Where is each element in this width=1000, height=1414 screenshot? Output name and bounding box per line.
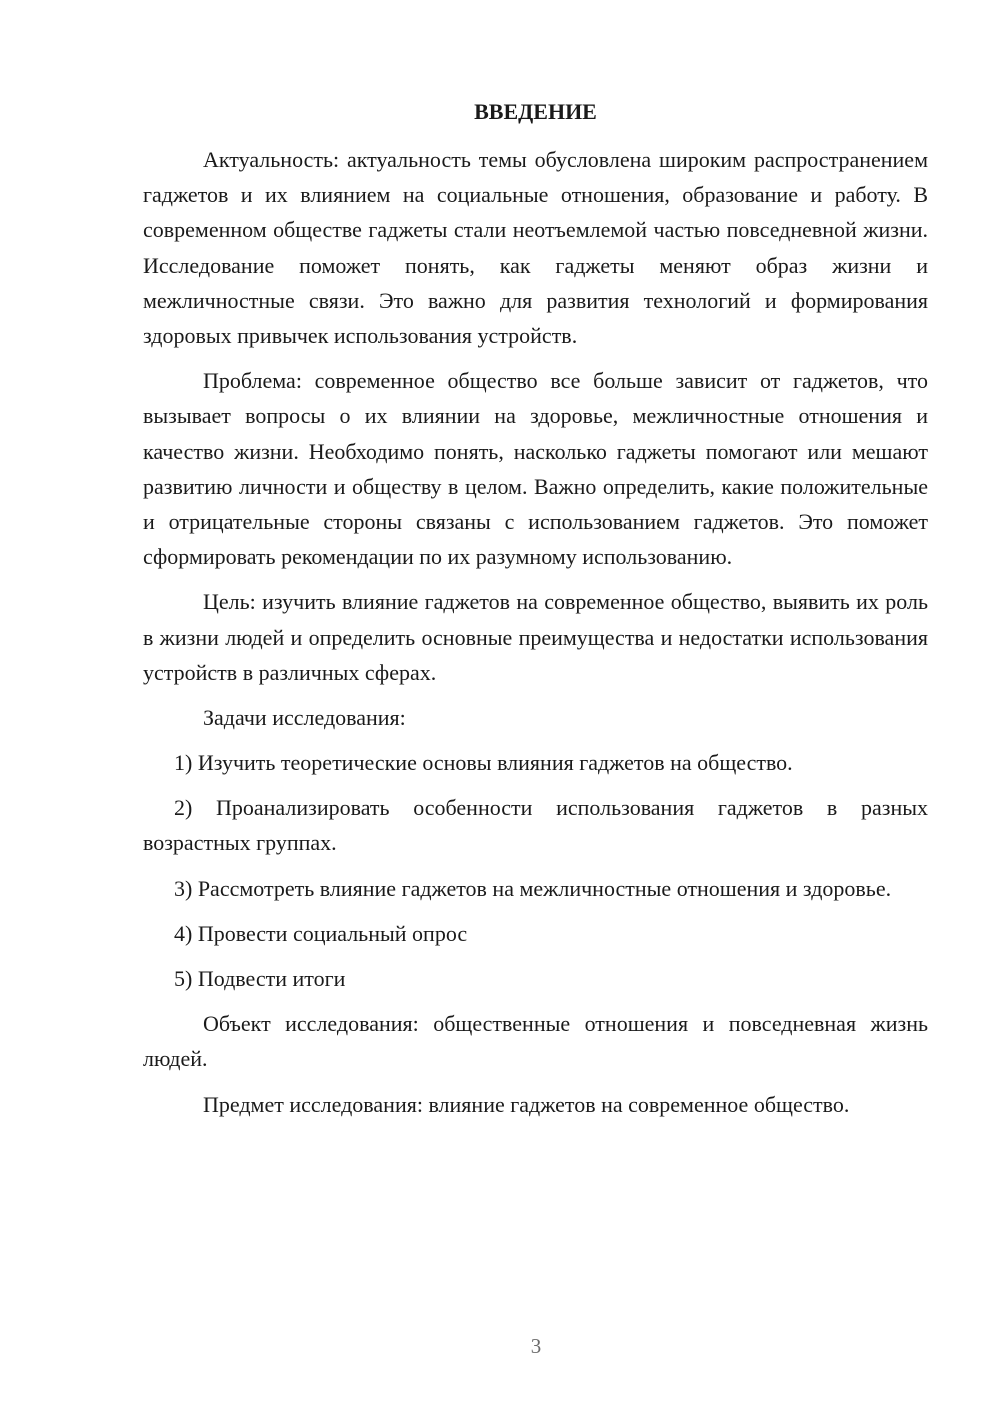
paragraph-relevance: Актуальность: актуальность темы обусловлена широким распространением гаджетов и их влиянием на социальные отношения, образование и работу. В современном обществе гаджеты стали неотъемлемой частью повседневной жизни. Исследование поможет понять, как гаджеты меняют образ жизни и межличностные связи. Это важно для развития технологий и формирования здоровых привычек использования устройств.: [143, 147, 928, 349]
section-title: ВВЕДЕНИЕ: [474, 99, 597, 124]
task-item-5: 5) Подвести итоги: [174, 966, 346, 992]
paragraph-problem: Проблема: современное общество все больше зависит от гаджетов, что вызывает вопросы о их влиянии на здоровье, межличностные отношения и качество жизни. Необходимо понять, насколько гаджеты помогают или мешают развитию личности и обществу в целом. Важно определить, какие положительные и отрицательные стороны связаны с использованием гаджетов. Это поможет сформировать рекомендации по их разумному использованию.: [143, 368, 928, 570]
page-number: 3: [530, 1334, 542, 1358]
paragraph-subject: Предмет исследования: влияние гаджетов на современное общество.: [203, 1091, 850, 1117]
page-content: [143, 94, 928, 1132]
task-item-4: 4) Провести социальный опрос: [174, 920, 468, 946]
task-item-3: 3) Рассмотреть влияние гаджетов на межличностные отношения и здоровье.: [174, 875, 892, 901]
paragraph-object: Объект исследования: общественные отношения и повседневная жизнь людей.: [143, 1011, 928, 1072]
paragraph-goal: Цель: изучить влияние гаджетов на современное общество, выявить их роль в жизни людей и определить основные преимущества и недостатки использования устройств в различных сферах.: [143, 589, 928, 685]
tasks-heading: Задачи исследования:: [203, 705, 406, 731]
task-item-2: 2) Проанализировать особенности использования гаджетов в разных возрастных группах.: [143, 795, 928, 856]
task-item-1: 1) Изучить теоретические основы влияния гаджетов на общество.: [174, 750, 793, 776]
